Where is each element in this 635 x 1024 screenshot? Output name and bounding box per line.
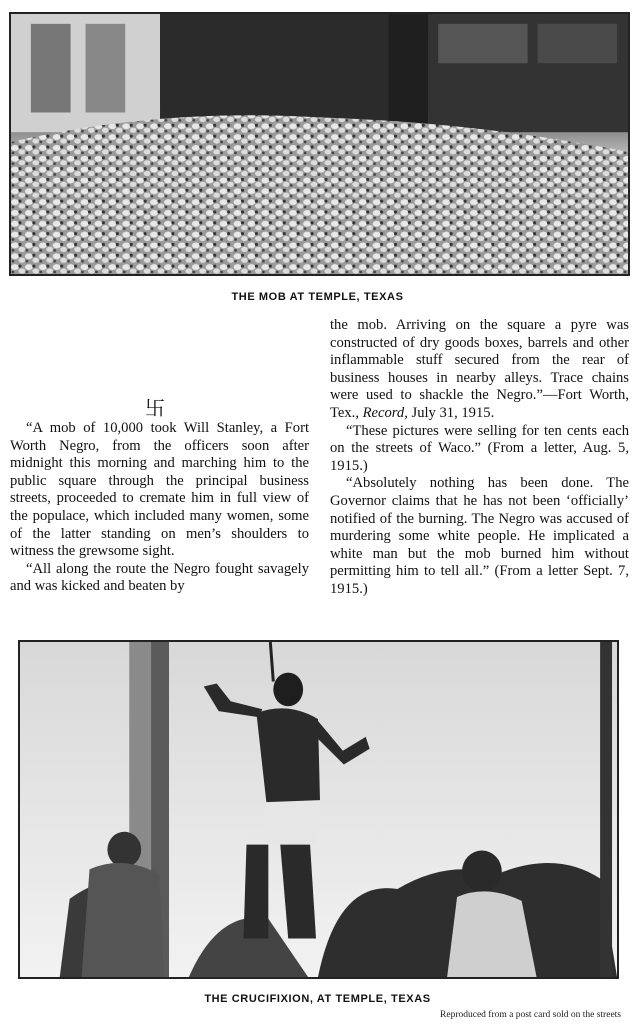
mob-photo-illustration: [11, 14, 628, 274]
right-column: [330, 317, 629, 599]
left-paragraph-2: “All along the route the Negro fought savagely and was kicked and beaten by: [10, 560, 309, 595]
crucifixion-photo-caption: THE CRUCIFIXION, AT TEMPLE, TEXAS: [204, 993, 431, 1005]
crucifixion-photo: [18, 640, 619, 979]
photo-credit: Reproduced from a post card sold on the streets: [440, 1010, 621, 1020]
left-paragraph-1: “A mob of 10,000 took Will Stanley, a Fort Worth Negro, from the officers soon after midnight this morning and marching him to the public square through the principal business streets, proceeded to cremate him in full view of the populace, which included many women, some of the latter standing on men’s shoulders to witness the grewsome sight.: [10, 420, 309, 560]
right-paragraph-2: “These pictures were selling for ten cents each on the streets of Waco.” (From a letter, Aug. 5, 1915.): [330, 422, 629, 474]
record-title: Record,: [362, 404, 408, 421]
crucifixion-photo-illustration: [20, 642, 617, 977]
right-paragraph-1: [330, 317, 629, 423]
right-paragraph-1-text: the mob. Arriving on the square a pyre was constructed of dry goods boxes, barrels and other inflammable stuff secured from the rear of business houses in nearby alleys. Trace chains were used to shackle the Negro.”—Fort Worth, Tex.,: [330, 317, 629, 421]
mob-photo-caption: THE MOB AT TEMPLE, TEXAS: [231, 291, 404, 303]
right-paragraph-1-date: July 31, 1915.: [407, 404, 495, 421]
left-column: [10, 420, 309, 596]
swastika-ornament-icon: 卐: [145, 396, 165, 420]
mob-photo: [9, 12, 630, 276]
right-paragraph-3: “Absolutely nothing has been done. The Governor claims that he has not been ‘officially’ notified of the burning. The Negro was accused of murdering some white people. He implicated a white man but the mob burned him without permitting him to tell all.” (From a letter Sept. 7, 1915.): [330, 475, 629, 597]
